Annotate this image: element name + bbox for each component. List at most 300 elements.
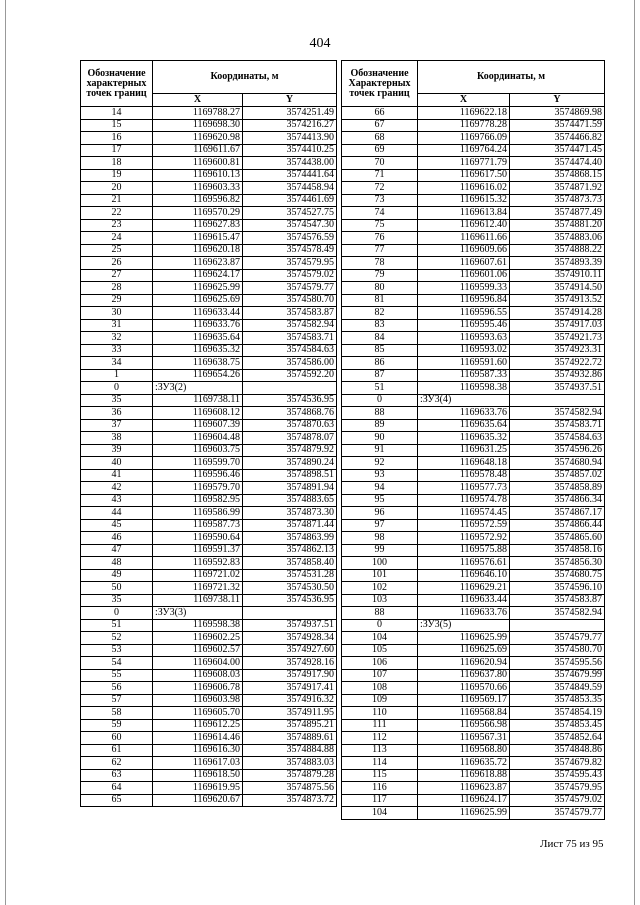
x-coordinate-cell: 1169638.75: [153, 357, 243, 370]
point-number-cell: 62: [81, 757, 153, 770]
table-row: [81, 607, 337, 620]
point-number-cell: 0: [81, 382, 153, 395]
table-row: [342, 544, 605, 557]
point-number-cell: 81: [342, 294, 418, 307]
point-number-cell: 15: [81, 119, 153, 132]
header-point-label: Обозначение характерных точек границ: [81, 61, 153, 107]
point-number-cell: 105: [342, 644, 418, 657]
y-coordinate-cell: 3574869.98: [510, 107, 605, 120]
point-number-cell: 100: [342, 557, 418, 570]
point-number-cell: 83: [342, 319, 418, 332]
table-row: [342, 169, 605, 182]
x-coordinate-cell: 1169598.38: [418, 382, 510, 395]
x-coordinate-cell: 1169615.47: [153, 232, 243, 245]
table-row: [81, 532, 337, 545]
y-coordinate-cell: 3574883.65: [243, 494, 337, 507]
point-number-cell: 104: [342, 807, 418, 820]
point-number-cell: 49: [81, 569, 153, 582]
y-coordinate-cell: 3574914.28: [510, 307, 605, 320]
y-coordinate-cell: 3574583.71: [510, 419, 605, 432]
y-coordinate-cell: 3574867.17: [510, 507, 605, 520]
y-coordinate-cell: 3574853.35: [510, 694, 605, 707]
y-coordinate-cell: 3574917.90: [243, 669, 337, 682]
point-number-cell: 46: [81, 532, 153, 545]
point-number-cell: 55: [81, 669, 153, 682]
y-coordinate-cell: 3574583.71: [243, 332, 337, 345]
x-coordinate-cell: 1169609.66: [418, 244, 510, 257]
y-coordinate-cell: 3574595.43: [510, 769, 605, 782]
x-coordinate-cell: 1169574.78: [418, 494, 510, 507]
table-row: [342, 419, 605, 432]
x-coordinate-cell: 1169622.18: [418, 107, 510, 120]
point-number-cell: 30: [81, 307, 153, 320]
point-number-cell: 52: [81, 632, 153, 645]
y-coordinate-cell: 3574680.75: [510, 569, 605, 582]
point-number-cell: 116: [342, 782, 418, 795]
x-coordinate-cell: 1169698.30: [153, 119, 243, 132]
table-row: [81, 707, 337, 720]
x-coordinate-cell: 1169624.17: [418, 794, 510, 807]
y-coordinate-cell: 3574579.02: [510, 794, 605, 807]
y-coordinate-cell: 3574866.44: [510, 519, 605, 532]
x-coordinate-cell: 1169778.28: [418, 119, 510, 132]
table-row: [81, 169, 337, 182]
table-row: [342, 619, 605, 632]
x-coordinate-cell: 1169766.09: [418, 132, 510, 145]
table-row: [81, 182, 337, 195]
table-row: [342, 244, 605, 257]
table-row: [81, 794, 337, 807]
point-number-cell: 64: [81, 782, 153, 795]
y-coordinate-cell: 3574853.45: [510, 719, 605, 732]
point-number-cell: 70: [342, 157, 418, 170]
x-coordinate-cell: 1169587.33: [418, 369, 510, 382]
table-row: [342, 582, 605, 595]
sub-parcel-label-cell: :ЗУ3(3): [153, 607, 243, 620]
point-number-cell: 47: [81, 544, 153, 557]
table-row: [342, 282, 605, 295]
x-coordinate-cell: 1169771.79: [418, 157, 510, 170]
x-coordinate-cell: 1169721.32: [153, 582, 243, 595]
table-row: [81, 307, 337, 320]
point-number-cell: 53: [81, 644, 153, 657]
table-body-left: [81, 107, 337, 807]
table-row: [81, 744, 337, 757]
y-coordinate-cell: 3574848.86: [510, 744, 605, 757]
table-row: [342, 182, 605, 195]
point-number-cell: 78: [342, 257, 418, 270]
point-number-cell: 14: [81, 107, 153, 120]
y-coordinate-cell: 3574862.13: [243, 544, 337, 557]
x-coordinate-cell: 1169596.55: [418, 307, 510, 320]
table-row: [342, 757, 605, 770]
table-row: [81, 219, 337, 232]
table-row: [81, 757, 337, 770]
y-coordinate-cell: 3574891.94: [243, 482, 337, 495]
y-coordinate-cell: 3574883.06: [510, 232, 605, 245]
y-coordinate-cell: 3574458.94: [243, 182, 337, 195]
x-coordinate-cell: 1169612.40: [418, 219, 510, 232]
table-row: [342, 432, 605, 445]
y-coordinate-cell: 3574875.56: [243, 782, 337, 795]
y-coordinate-cell: 3574879.92: [243, 444, 337, 457]
point-number-cell: 97: [342, 519, 418, 532]
x-coordinate-cell: 1169611.67: [153, 144, 243, 157]
table-row: [342, 144, 605, 157]
y-coordinate-cell: 3574849.59: [510, 682, 605, 695]
x-coordinate-cell: 1169648.18: [418, 457, 510, 470]
page-number: 404: [309, 36, 331, 51]
y-coordinate-cell: 3574917.03: [510, 319, 605, 332]
y-coordinate-cell: 3574852.64: [510, 732, 605, 745]
x-coordinate-cell: 1169607.39: [153, 419, 243, 432]
point-number-cell: 33: [81, 344, 153, 357]
x-coordinate-cell: 1169582.95: [153, 494, 243, 507]
x-coordinate-cell: 1169617.03: [153, 757, 243, 770]
y-coordinate-cell: 3574527.75: [243, 207, 337, 220]
table-row: [81, 619, 337, 632]
scan-left-edge: [5, 0, 6, 905]
y-coordinate-cell: [510, 394, 605, 407]
table-row: [342, 707, 605, 720]
x-coordinate-cell: 1169738.11: [153, 594, 243, 607]
table-row: [342, 382, 605, 395]
y-coordinate-cell: 3574536.95: [243, 394, 337, 407]
x-coordinate-cell: 1169608.12: [153, 407, 243, 420]
point-number-cell: 98: [342, 532, 418, 545]
table-body-right: [342, 107, 605, 820]
y-coordinate-cell: [243, 607, 337, 620]
x-coordinate-cell: 1169603.75: [153, 444, 243, 457]
table-row: [81, 732, 337, 745]
y-coordinate-cell: 3574868.15: [510, 169, 605, 182]
x-coordinate-cell: 1169624.17: [153, 269, 243, 282]
point-number-cell: 43: [81, 494, 153, 507]
table-row: [81, 194, 337, 207]
y-coordinate-cell: 3574871.44: [243, 519, 337, 532]
table-row: [342, 394, 605, 407]
x-coordinate-cell: 1169591.60: [418, 357, 510, 370]
y-coordinate-cell: 3574923.31: [510, 344, 605, 357]
x-coordinate-cell: 1169637.80: [418, 669, 510, 682]
y-coordinate-cell: 3574579.95: [243, 257, 337, 270]
table-row: [81, 682, 337, 695]
y-coordinate-cell: 3574883.03: [243, 757, 337, 770]
table-row: [342, 357, 605, 370]
coordinates-table-left: [80, 60, 337, 807]
x-coordinate-cell: 1169635.72: [418, 757, 510, 770]
point-number-cell: 74: [342, 207, 418, 220]
y-coordinate-cell: 3574576.59: [243, 232, 337, 245]
scan-right-edge: [634, 0, 635, 905]
table-row: [342, 444, 605, 457]
y-coordinate-cell: 3574586.00: [243, 357, 337, 370]
x-coordinate-cell: 1169612.25: [153, 719, 243, 732]
point-number-cell: 54: [81, 657, 153, 670]
y-coordinate-cell: 3574583.87: [243, 307, 337, 320]
table-row: [342, 407, 605, 420]
table-row: [342, 319, 605, 332]
x-coordinate-cell: 1169586.99: [153, 507, 243, 520]
x-coordinate-cell: 1169619.95: [153, 782, 243, 795]
table-row: [81, 457, 337, 470]
y-coordinate-cell: [243, 382, 337, 395]
x-coordinate-cell: 1169635.32: [153, 344, 243, 357]
table-row: [81, 244, 337, 257]
table-row: [81, 432, 337, 445]
table-row: [81, 294, 337, 307]
y-coordinate-cell: 3574865.60: [510, 532, 605, 545]
table-row: [81, 407, 337, 420]
y-coordinate-cell: 3574216.27: [243, 119, 337, 132]
x-coordinate-cell: 1169615.32: [418, 194, 510, 207]
table-row: [81, 344, 337, 357]
table-row: [342, 307, 605, 320]
x-coordinate-cell: 1169595.46: [418, 319, 510, 332]
point-number-cell: 114: [342, 757, 418, 770]
y-coordinate-cell: 3574870.63: [243, 419, 337, 432]
x-coordinate-cell: 1169620.18: [153, 244, 243, 257]
x-coordinate-cell: 1169605.70: [153, 707, 243, 720]
x-coordinate-cell: 1169568.80: [418, 744, 510, 757]
y-coordinate-cell: 3574579.95: [510, 782, 605, 795]
header-coords-label: Координаты, м: [418, 61, 605, 94]
point-number-cell: 26: [81, 257, 153, 270]
x-coordinate-cell: 1169623.87: [418, 782, 510, 795]
y-coordinate-cell: 3574917.41: [243, 682, 337, 695]
point-number-cell: 63: [81, 769, 153, 782]
header-y-label: Y: [510, 94, 605, 107]
point-number-cell: 24: [81, 232, 153, 245]
point-number-cell: 56: [81, 682, 153, 695]
point-number-cell: 36: [81, 407, 153, 420]
y-coordinate-cell: 3574858.16: [510, 544, 605, 557]
y-coordinate-cell: 3574928.34: [243, 632, 337, 645]
y-coordinate-cell: 3574911.95: [243, 707, 337, 720]
header-coords-label: Координаты, м: [153, 61, 337, 94]
y-coordinate-cell: 3574471.59: [510, 119, 605, 132]
point-number-cell: 35: [81, 394, 153, 407]
table-row: [81, 669, 337, 682]
x-coordinate-cell: 1169633.44: [418, 594, 510, 607]
point-number-cell: 20: [81, 182, 153, 195]
point-number-cell: 87: [342, 369, 418, 382]
y-coordinate-cell: 3574579.77: [510, 807, 605, 820]
x-coordinate-cell: 1169587.73: [153, 519, 243, 532]
x-coordinate-cell: 1169618.50: [153, 769, 243, 782]
x-coordinate-cell: 1169598.38: [153, 619, 243, 632]
table-row: [81, 694, 337, 707]
table-row: [81, 257, 337, 270]
point-number-cell: 85: [342, 344, 418, 357]
x-coordinate-cell: 1169627.83: [153, 219, 243, 232]
point-number-cell: 113: [342, 744, 418, 757]
y-coordinate-cell: 3574878.07: [243, 432, 337, 445]
y-coordinate-cell: 3574888.22: [510, 244, 605, 257]
table-row: [342, 669, 605, 682]
y-coordinate-cell: 3574937.51: [243, 619, 337, 632]
point-number-cell: 51: [81, 619, 153, 632]
y-coordinate-cell: [510, 619, 605, 632]
point-number-cell: 22: [81, 207, 153, 220]
table-row: [81, 107, 337, 120]
point-number-cell: 19: [81, 169, 153, 182]
point-number-cell: 37: [81, 419, 153, 432]
table-row: [342, 107, 605, 120]
table-row: [342, 557, 605, 570]
y-coordinate-cell: 3574866.34: [510, 494, 605, 507]
table-row: [81, 582, 337, 595]
table-row: [81, 382, 337, 395]
table-row: [81, 469, 337, 482]
point-number-cell: 59: [81, 719, 153, 732]
x-coordinate-cell: 1169635.64: [418, 419, 510, 432]
table-row: [342, 119, 605, 132]
table-row: [342, 732, 605, 745]
x-coordinate-cell: 1169604.48: [153, 432, 243, 445]
y-coordinate-cell: 3574251.49: [243, 107, 337, 120]
x-coordinate-cell: 1169568.84: [418, 707, 510, 720]
point-number-cell: 82: [342, 307, 418, 320]
table-row: [81, 594, 337, 607]
y-coordinate-cell: 3574580.70: [243, 294, 337, 307]
point-number-cell: 101: [342, 569, 418, 582]
x-coordinate-cell: 1169620.98: [153, 132, 243, 145]
table-row: [342, 469, 605, 482]
point-number-cell: 21: [81, 194, 153, 207]
y-coordinate-cell: 3574438.00: [243, 157, 337, 170]
point-number-cell: 92: [342, 457, 418, 470]
y-coordinate-cell: 3574584.63: [510, 432, 605, 445]
y-coordinate-cell: 3574858.89: [510, 482, 605, 495]
x-coordinate-cell: 1169600.81: [153, 157, 243, 170]
x-coordinate-cell: 1169593.02: [418, 344, 510, 357]
x-coordinate-cell: 1169618.88: [418, 769, 510, 782]
x-coordinate-cell: 1169613.84: [418, 207, 510, 220]
table-row: [81, 357, 337, 370]
x-coordinate-cell: 1169590.64: [153, 532, 243, 545]
x-coordinate-cell: 1169578.48: [418, 469, 510, 482]
x-coordinate-cell: 1169635.32: [418, 432, 510, 445]
table-row: [81, 232, 337, 245]
point-number-cell: 0: [81, 607, 153, 620]
point-number-cell: 29: [81, 294, 153, 307]
point-number-cell: 94: [342, 482, 418, 495]
y-coordinate-cell: 3574916.32: [243, 694, 337, 707]
x-coordinate-cell: 1169721.02: [153, 569, 243, 582]
table-row: [81, 269, 337, 282]
y-coordinate-cell: 3574881.20: [510, 219, 605, 232]
point-number-cell: 89: [342, 419, 418, 432]
point-number-cell: 67: [342, 119, 418, 132]
y-coordinate-cell: 3574582.94: [510, 607, 605, 620]
x-coordinate-cell: 1169602.57: [153, 644, 243, 657]
x-coordinate-cell: 1169625.69: [153, 294, 243, 307]
x-coordinate-cell: 1169608.03: [153, 669, 243, 682]
x-coordinate-cell: 1169764.24: [418, 144, 510, 157]
x-coordinate-cell: 1169603.98: [153, 694, 243, 707]
y-coordinate-cell: 3574868.76: [243, 407, 337, 420]
point-number-cell: 104: [342, 632, 418, 645]
point-number-cell: 117: [342, 794, 418, 807]
table-row: [81, 369, 337, 382]
y-coordinate-cell: 3574679.99: [510, 669, 605, 682]
point-number-cell: 58: [81, 707, 153, 720]
x-coordinate-cell: 1169616.30: [153, 744, 243, 757]
point-number-cell: 1: [81, 369, 153, 382]
point-number-cell: 34: [81, 357, 153, 370]
point-number-cell: 108: [342, 682, 418, 695]
x-coordinate-cell: 1169625.99: [418, 632, 510, 645]
point-number-cell: 0: [342, 394, 418, 407]
y-coordinate-cell: 3574889.61: [243, 732, 337, 745]
y-coordinate-cell: 3574877.49: [510, 207, 605, 220]
point-number-cell: 69: [342, 144, 418, 157]
x-coordinate-cell: 1169572.59: [418, 519, 510, 532]
table-row: [81, 132, 337, 145]
point-number-cell: 51: [342, 382, 418, 395]
table-row: [342, 807, 605, 820]
x-coordinate-cell: 1169596.82: [153, 194, 243, 207]
table-row: [342, 257, 605, 270]
x-coordinate-cell: 1169599.33: [418, 282, 510, 295]
x-coordinate-cell: 1169633.76: [153, 319, 243, 332]
point-number-cell: 72: [342, 182, 418, 195]
x-coordinate-cell: 1169566.98: [418, 719, 510, 732]
x-coordinate-cell: 1169620.94: [418, 657, 510, 670]
table-row: [342, 132, 605, 145]
y-coordinate-cell: 3574441.64: [243, 169, 337, 182]
sub-parcel-label-cell: :ЗУ3(4): [418, 394, 510, 407]
x-coordinate-cell: 1169577.73: [418, 482, 510, 495]
x-coordinate-cell: 1169576.61: [418, 557, 510, 570]
x-coordinate-cell: 1169575.88: [418, 544, 510, 557]
y-coordinate-cell: 3574579.02: [243, 269, 337, 282]
table-row: [81, 544, 337, 557]
point-number-cell: 84: [342, 332, 418, 345]
x-coordinate-cell: 1169607.61: [418, 257, 510, 270]
point-number-cell: 71: [342, 169, 418, 182]
header-x-label: X: [153, 94, 243, 107]
point-number-cell: 90: [342, 432, 418, 445]
x-coordinate-cell: 1169611.66: [418, 232, 510, 245]
y-coordinate-cell: 3574858.40: [243, 557, 337, 570]
x-coordinate-cell: 1169572.92: [418, 532, 510, 545]
table-row: [81, 282, 337, 295]
table-row: [342, 694, 605, 707]
table-row: [81, 644, 337, 657]
y-coordinate-cell: 3574595.56: [510, 657, 605, 670]
point-number-cell: 60: [81, 732, 153, 745]
point-number-cell: 40: [81, 457, 153, 470]
y-coordinate-cell: 3574928.16: [243, 657, 337, 670]
point-number-cell: 102: [342, 582, 418, 595]
x-coordinate-cell: 1169623.87: [153, 257, 243, 270]
x-coordinate-cell: 1169606.78: [153, 682, 243, 695]
x-coordinate-cell: 1169633.76: [418, 607, 510, 620]
y-coordinate-cell: 3574679.82: [510, 757, 605, 770]
y-coordinate-cell: 3574863.99: [243, 532, 337, 545]
x-coordinate-cell: 1169625.69: [418, 644, 510, 657]
y-coordinate-cell: 3574596.10: [510, 582, 605, 595]
table-row: [81, 494, 337, 507]
x-coordinate-cell: 1169646.10: [418, 569, 510, 582]
x-coordinate-cell: 1169567.31: [418, 732, 510, 745]
point-number-cell: 95: [342, 494, 418, 507]
point-number-cell: 42: [81, 482, 153, 495]
table-row: [342, 532, 605, 545]
x-coordinate-cell: 1169610.13: [153, 169, 243, 182]
